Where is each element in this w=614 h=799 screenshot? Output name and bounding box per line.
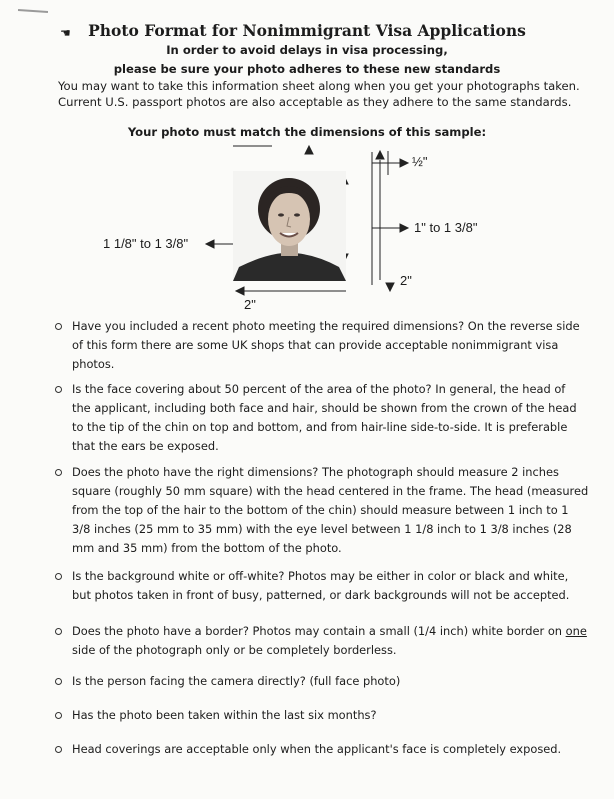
pointing-hand-icon: ☚ [60,26,71,40]
document-page: ☚ Photo Format for Nonimmigrant Visa Applications In order to avoid delays in visa processing, please be sure your photo adheres to these new standards You may want to take this information sheet along when you get your photographs taken. Current U.S. passport photos are also acceptable as they adhere to the same standards. Your photo must match the dimensions of this sample: ½" 1" to 1 3/8" 1 1/8" to 1 3/8" 2" 2" Have you included a recent photo meeting the required dimensions? On the reverse side of this form there are some UK shops that can provide acceptable nonimmigrant visa photos. Is the face covering about 50 percent of the area of the photo? In general, the head of the applicant, including both face and hair, should be shown from the crown of the head to the tip of the chin on top and bottom, and from hair-line side-to-side. It is preferable that the ears be exposed. Does the photo have the right dimensions? The photograph should measure 2 inches square (roughly 50 mm square) with the head centered in the frame. The head (measured from the top of the hair to the bottom of the chin) should measure between 1 inch to 1 3/8 inches (25 mm to 35 mm) with the eye level between 1 1/8 inch to 1 3/8 inches (28 mm and 35 mm) from the bottom of the photo. Is the background white or off-white? Photos may be either in color or black and white, but photos taken in front of busy, patterned, or dark backgrounds will not be accepted. Does the photo have a border? Photos may contain a small (1/4 inch) white border on one side of the photograph only or be completely borderless. Is the person facing the camera directly? (full face photo) Has the photo been taken within the last six months? Head coverings are acceptable only when the applicant's face is completely exposed. [0,0,614,799]
head-arrow-right [400,224,408,232]
bullet-icon [55,573,62,580]
bullet-icon [55,323,62,330]
bullet-icon [55,746,62,753]
bullet-icon [55,712,62,719]
bullet-icon [55,386,62,393]
document-title: Photo Format for Nonimmigrant Visa Applications [88,21,526,40]
eye-level-label: 1 1/8" to 1 3/8" [103,236,189,251]
height-arrow-down [386,283,394,291]
photo-width-label: 2" [244,297,256,312]
header-line-1: In order to avoid delays in visa processing, [166,43,448,57]
bullet-icon [55,469,62,476]
half-marker-arrow-up [376,151,384,159]
width-arrow-left [236,287,244,295]
head-size-label: 1" to 1 3/8" [414,220,478,235]
bullet-icon [55,678,62,685]
header-line-2: please be sure your photo adheres to these new standards [113,62,501,76]
photo-height-label: 2" [400,273,412,288]
intro-line-1: You may want to take this information sheet along when you get your photographs taken. [58,79,580,93]
sample-photo [233,171,346,281]
half-inch-label: ½" [412,154,428,169]
half-marker-arrow-right [400,159,408,167]
intro-line-2: Current U.S. passport photos are also acceptable as they adhere to the same standards. [58,95,572,109]
eye-arrow-left [206,240,214,248]
bullet-icon [55,628,62,635]
diagram-heading: Your photo must match the dimensions of this sample: [127,125,487,139]
top-arrow-head [305,146,313,154]
